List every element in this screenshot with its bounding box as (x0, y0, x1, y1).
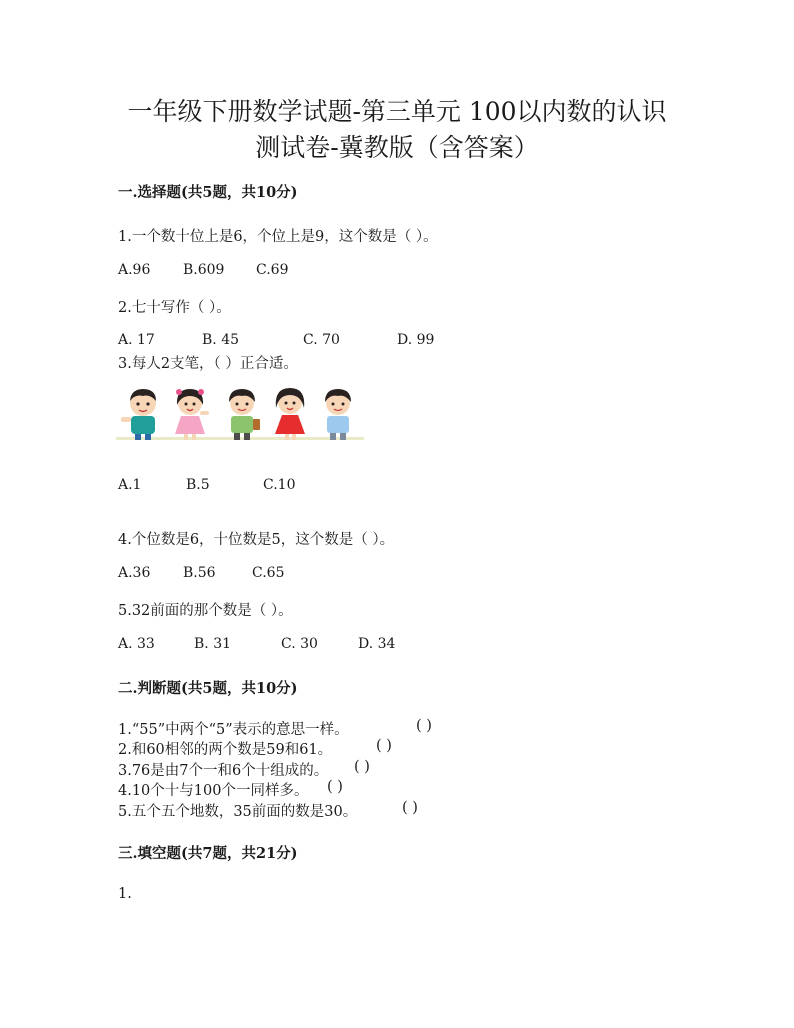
judgment-item-1: 1.“55”中两个“5”表示的意思一样。 (118, 722, 349, 738)
section-heading-fill-blank: 三.填空题(共7题，共21分) (118, 845, 298, 862)
section-heading-choice: 一.选择题(共5题，共10分) (118, 184, 298, 201)
page-title: 一年级下册数学试题-第三单元 100以内数的认识 (127, 97, 667, 126)
question-4-option-b[interactable]: B.56 (183, 565, 216, 581)
question-2-option-d[interactable]: D. 99 (397, 332, 435, 348)
question-5-option-b[interactable]: B. 31 (194, 636, 232, 652)
question-1-option-c[interactable]: C.69 (256, 262, 289, 278)
judgment-item-3: 3.76是由7个一和6个十组成的。 (118, 763, 329, 779)
boy-blue-icon (325, 389, 351, 440)
judgment-item-2: 2.和60相邻的两个数是59和61。 (118, 742, 333, 758)
question-2-option-b[interactable]: B. 45 (202, 332, 240, 348)
question-3-option-b[interactable]: B.5 (186, 477, 210, 493)
girl-pink-icon (175, 389, 209, 440)
girl-red-icon (275, 388, 305, 440)
question-1-option-b[interactable]: B.609 (183, 262, 225, 278)
page-subtitle: 测试卷-冀教版（含答案） (255, 133, 539, 162)
question-5-option-d[interactable]: D. 34 (358, 636, 396, 652)
question-2-option-a[interactable]: A. 17 (118, 332, 155, 348)
judgment-item-5: 5.五个五个地数，35前面的数是30。 (118, 804, 358, 820)
judgment-blank-4[interactable]: ( ) (327, 779, 343, 795)
boy-teal-icon (121, 389, 156, 440)
question-5: 5.32前面的那个数是（ ）。 (118, 603, 293, 619)
question-3-option-a[interactable]: A.1 (118, 477, 142, 493)
question-1: 1.一个数十位上是6，个位上是9，这个数是（ ）。 (118, 229, 438, 245)
judgment-blank-3[interactable]: ( ) (354, 759, 370, 775)
question-4-option-a[interactable]: A.36 (118, 565, 151, 581)
section-heading-judgment: 二.判断题(共5题，共10分) (118, 680, 298, 697)
question-3: 3.每人2支笔，（ ）正合适。 (118, 356, 298, 372)
judgment-blank-2[interactable]: ( ) (376, 738, 392, 754)
children-illustration (116, 386, 364, 442)
question-1-option-a[interactable]: A.96 (118, 262, 151, 278)
judgment-blank-1[interactable]: ( ) (416, 718, 432, 734)
fill-blank-item-1: 1. (118, 886, 132, 902)
question-3-option-c[interactable]: C.10 (263, 477, 296, 493)
question-4-option-c[interactable]: C.65 (252, 565, 285, 581)
boy-green-icon (229, 389, 260, 440)
question-5-option-c[interactable]: C. 30 (281, 636, 318, 652)
judgment-blank-5[interactable]: ( ) (402, 800, 418, 816)
question-2: 2.七十写作（ ）。 (118, 300, 231, 316)
question-5-option-a[interactable]: A. 33 (118, 636, 155, 652)
question-4: 4.个位数是6，十位数是5，这个数是（ ）。 (118, 532, 395, 548)
judgment-item-4: 4.10个十与100个一同样多。 (118, 783, 309, 799)
question-2-option-c[interactable]: C. 70 (303, 332, 340, 348)
